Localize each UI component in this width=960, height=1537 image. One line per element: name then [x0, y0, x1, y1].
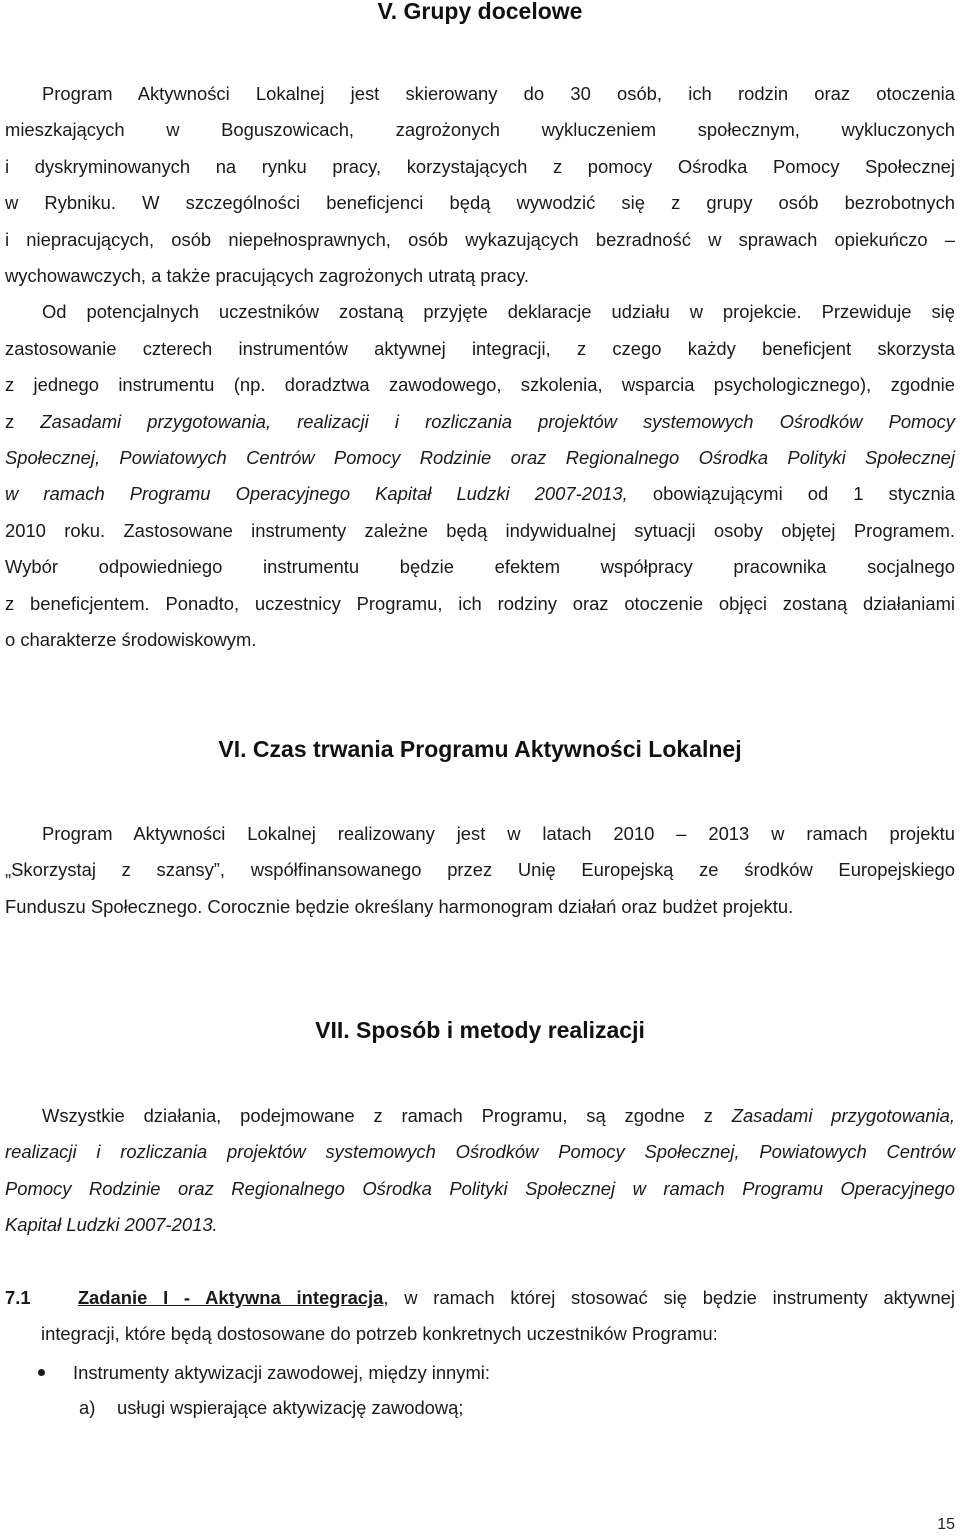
bullet-icon	[38, 1369, 45, 1376]
text-run: obowiązującymi od 1 stycznia	[627, 483, 955, 505]
section-number: 7.1	[5, 1287, 31, 1308]
italic-text-run: Zasadami przygotowania, realizacji i rozliczania projektów systemowych Ośrodków Pomocy	[40, 410, 955, 432]
section-vii-paragraph	[5, 1098, 955, 1244]
bullet-list-item	[38, 1355, 490, 1391]
task-title: Zadanie I - Aktywna integracja	[77, 1287, 384, 1308]
text-line: Od potencjalnych uczestników zostaną przyjęte deklaracje udziału w projekcie. Przewiduje się	[42, 301, 955, 323]
text-line: wychowawczych, a także pracujących zagrożonych utratą pracy.	[5, 265, 530, 287]
text-line	[5, 476, 955, 512]
text-line: i niepracujących, osób niepełnosprawnych, osób wykazujących bezradność w sprawach opiekuńczo –	[5, 228, 955, 250]
section-vii-heading: VII. Sposób i metody realizacji	[315, 1017, 645, 1043]
text-line	[5, 1207, 955, 1243]
text-line: z jednego instrumentu (np. doradztwa zawodowego, szkolenia, wsparcia psychologicznego), zgodnie	[5, 374, 955, 396]
text-line	[5, 1134, 955, 1170]
text-line	[5, 1171, 955, 1207]
page-number: 15	[937, 1516, 955, 1533]
text-line	[5, 440, 955, 476]
text-line: z beneficjentem. Ponadto, uczestnicy Programu, ich rodziny oraz otoczenie objęci zostaną działaniami	[5, 592, 955, 614]
sub-item-text: usługi wspierające aktywizację zawodową;	[117, 1397, 464, 1418]
text-line: 2010 roku. Zastosowane instrumenty zależne będą indywidualnej sytuacji osoby objętej Programem.	[5, 519, 955, 541]
section-v-heading: V. Grupy docelowe	[377, 0, 583, 24]
text-run: z	[5, 410, 41, 432]
text-line: o charakterze środowiskowym.	[5, 629, 257, 651]
italic-text-run: Kapitał Ludzki 2007-2013.	[5, 1214, 218, 1236]
text-line: mieszkających w Boguszowicach, zagrożonych wykluczeniem społecznym, wykluczonych	[5, 119, 955, 141]
text-line: Program Aktywności Lokalnej jest skierowany do 30 osób, ich rodzin oraz otoczenia	[42, 83, 955, 104]
text-line	[5, 1098, 955, 1134]
text-line: zastosowanie czterech instrumentów aktywnej integracji, z czego każdy beneficjent skorzysta	[5, 337, 955, 359]
section-7-1	[5, 1280, 955, 1353]
italic-text-run: Zasadami przygotowania,	[731, 1105, 955, 1126]
text-run: Wszystkie działania, podejmowane z ramach Programu, są zgodne z	[42, 1105, 732, 1126]
italic-text-run: Pomocy Rodzinie oraz Regionalnego Ośrodka Polityki Społecznej w ramach Programu Operacyjnego	[5, 1177, 955, 1199]
text-line: integracji, które będą dostosowane do potrzeb konkretnych uczestników Programu:	[41, 1323, 718, 1345]
text-line	[5, 404, 955, 440]
text-run: , w ramach której stosować się będzie instrumenty aktywnej	[383, 1287, 955, 1308]
text-line: Funduszu Społecznego. Corocznie będzie określany harmonogram działań oraz budżet projektu.	[5, 895, 794, 917]
text-line: Wybór odpowiedniego instrumentu będzie efektem współpracy pracownika socjalnego	[5, 556, 955, 578]
italic-text-run: w ramach Programu Operacyjnego Kapitał Ludzki 2007-2013,	[5, 483, 628, 505]
italic-text-run: realizacji i rozliczania projektów systemowych Ośrodków Pomocy Społecznej, Powiatowych Centrów	[5, 1141, 955, 1163]
section-vi-heading: VI. Czas trwania Programu Aktywności Lokalnej	[218, 736, 742, 762]
text-line: „Skorzystaj z szansy”, współfinansowanego przez Unię Europejską ze środków Europejskiego	[5, 859, 955, 881]
text-line	[5, 1280, 955, 1316]
text-line: i dyskryminowanych na rynku pracy, korzystających z pomocy Ośrodka Pomocy Społecznej	[5, 155, 955, 177]
bullet-text: Instrumenty aktywizacji zawodowej, między innymi:	[73, 1362, 490, 1383]
list-marker: a)	[79, 1397, 96, 1418]
text-line: w Rybniku. W szczególności beneficjenci będą wywodzić się z grupy osób bezrobotnych	[5, 192, 955, 214]
italic-text-run: Społecznej, Powiatowych Centrów Pomocy Rodzinie oraz Regionalnego Ośrodka Polityki Społecznej	[5, 447, 955, 469]
text-line: Program Aktywności Lokalnej realizowany jest w latach 2010 – 2013 w ramach projektu	[42, 823, 955, 844]
section-v-paragraph	[5, 76, 955, 659]
sub-list-item	[79, 1390, 464, 1426]
section-vi-paragraph	[5, 816, 955, 925]
